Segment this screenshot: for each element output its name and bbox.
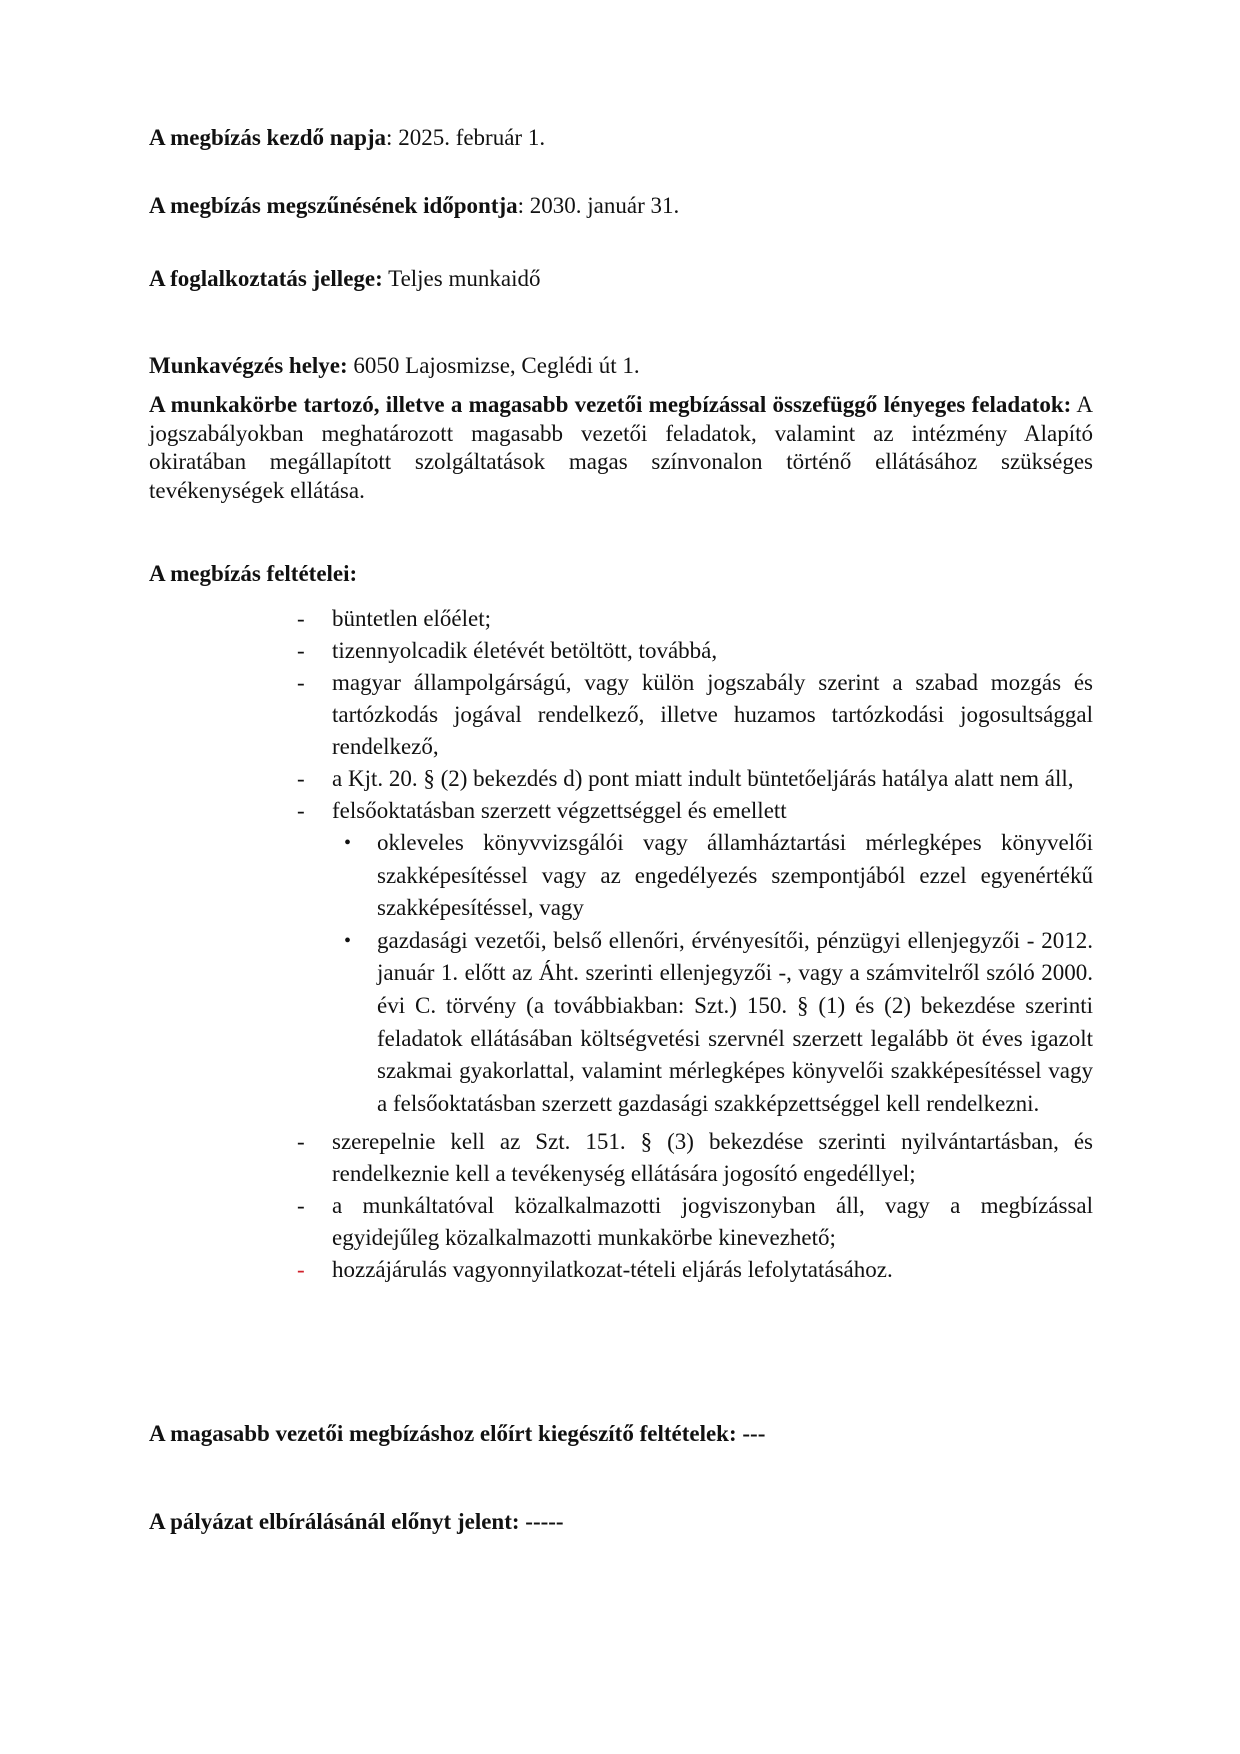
end-date-field: A megbízás megszűnésének időpontja: 2030. január 31. (149, 193, 680, 218)
field-label: A magasabb vezetői megbízáshoz előírt kiegészítő feltételek: (149, 1421, 737, 1446)
condition-item: - magyar állampolgárságú, vagy külön jogszabály szerint a szabad mozgás és tartózkodás jogával rendelkező, illetve huzamos tartózkodási jogosultsággal rendelkező, (297, 667, 1093, 763)
condition-item: - büntetlen előélet; (297, 603, 1093, 635)
advantage-field (149, 1508, 564, 1536)
qualification-item: • gazdasági vezetői, belső ellenőri, érvényesítői, pénzügyi ellenjegyzői - 2012. január 1. előtt az Áht. szerinti ellenjegyzői -, vagy a számvitelről szóló 2000. évi C. törvény (a továbbiakban: Szt.) 150. § (1) és (2) bekezdése szerinti feladatok ellátásában költségvetési szervnél szerzett legalább öt éves igazolt szakmai gyakorlattal, valamint mérlegképes könyvelői szakképesítéssel vagy a felsőoktatásban szerzett gazdasági szakképzettséggel kell rendelkezni. (297, 925, 1093, 1121)
conditions-list (297, 603, 1093, 1286)
condition-item: - a Kjt. 20. § (2) bekezdés d) pont miatt indult büntetőeljárás hatálya alatt nem áll, (297, 763, 1093, 795)
condition-item: - hozzájárulás vagyonnyilatkozat-tételi eljárás lefolytatásához. (297, 1254, 1093, 1286)
field-label: A foglalkoztatás jellege: (149, 266, 383, 291)
dash-marker: - (297, 1193, 305, 1219)
conditions-heading: A megbízás feltételei: (149, 561, 358, 586)
field-value: ----- (519, 1509, 564, 1534)
field-value: 2025. február 1. (398, 125, 546, 150)
field-label: A pályázat elbírálásánál előnyt jelent: (149, 1509, 520, 1534)
dash-marker: - (297, 638, 305, 663)
bullet-icon: • (344, 832, 352, 854)
dash-marker: - (297, 670, 305, 695)
dash-marker: - (297, 766, 305, 791)
dash-marker: - (297, 798, 305, 823)
extra-conditions-field (149, 1420, 765, 1448)
condition-item: - szerepelnie kell az Szt. 151. § (3) bekezdése szerinti nyilvántartásban, és rendelkeznie kell a tevékenység ellátására jogosító engedéllyel; (297, 1126, 1093, 1190)
dash-marker: - (297, 1129, 305, 1155)
field-value: 6050 Lajosmizse, Ceglédi út 1. (353, 353, 640, 378)
field-label: A megbízás megszűnésének időpontja (149, 193, 518, 218)
workplace-field (149, 352, 640, 380)
duties-label: A munkakörbe tartozó, illetve a magasabb vezetői megbízással összefüggő lényeges feladatok: (149, 392, 1072, 417)
employment-type-field (149, 265, 540, 293)
qualification-item: • okleveles könyvvizsgálói vagy államháztartási mérlegképes könyvelői szakképesítéssel vagy az engedélyezés szempontjából ezzel egyenértékű szakképesítéssel, vagy (297, 827, 1093, 925)
field-value: --- (736, 1421, 766, 1446)
condition-item: - felsőoktatásban szerzett végzettséggel és emellett • okleveles könyvvizsgálói vagy államháztartási mérlegképes könyvelői szakképesítéssel vagy az engedélyezés szempontjából ezzel egyenértékű szakképesítéssel, vagy • gazdasági vezetői, belső ellenőri, érvényesítői, pénzügyi ellenjegyzői - 2012. január 1. előtt az Áht. szerinti ellenjegyzői -, vagy a számvitelről szóló 2000. évi C. törvény (a továbbiakban: Szt.) 150. § (1) és (2) bekezdése szerinti feladatok ellátásában költségvetési szervnél szerzett legalább öt éves igazolt szakmai gyakorlattal, valamint mérlegképes könyvelői szakképesítéssel vagy a felsőoktatásban szerzett gazdasági szakképzettséggel kell rendelkezni. (297, 795, 1093, 1120)
bullet-icon: • (344, 929, 352, 952)
duties-text: A jogszabályokban meghatározott magasabb vezetői feladatok, valamint az intézmény Alapító okiratában megállapított szolgáltatások magas színvonalon történő ellátásához szükséges tevékenységek ellátása. (149, 392, 1093, 503)
condition-item: - tizennyolcadik életévét betöltött, továbbá, (297, 635, 1093, 667)
field-value: 2030. január 31. (529, 193, 680, 218)
field-label: Munkavégzés helye: (149, 353, 348, 378)
field-value: Teljes munkaidő (388, 266, 541, 291)
dash-marker-red: - (297, 1257, 305, 1283)
field-label: A megbízás kezdő napja (149, 125, 387, 150)
qualification-sublist (297, 827, 1093, 1120)
dash-marker: - (297, 606, 305, 631)
duties-paragraph (149, 391, 1093, 505)
start-date-field: A megbízás kezdő napja: 2025. február 1. (149, 125, 546, 150)
condition-item: - a munkáltatóval közalkalmazotti jogviszonyban áll, vagy a megbízással egyidejűleg közalkalmazotti munkakörbe kinevezhető; (297, 1190, 1093, 1254)
